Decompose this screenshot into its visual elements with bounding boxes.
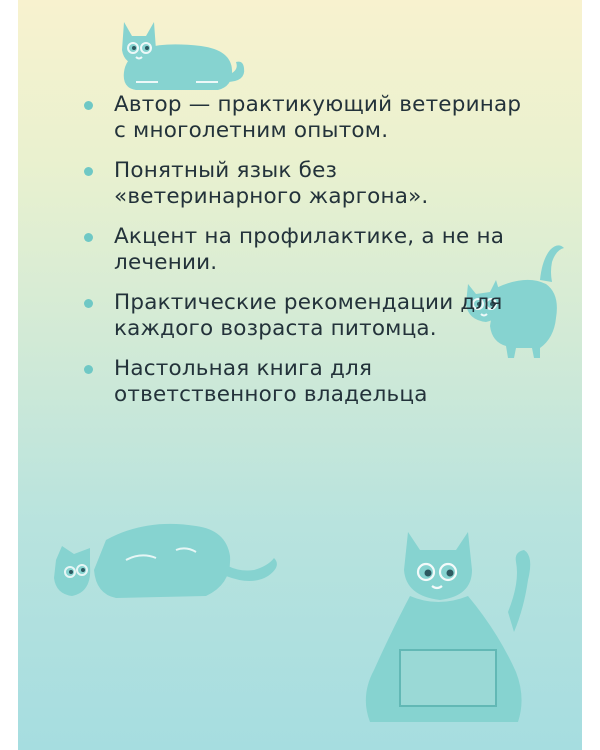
list-item [82, 92, 522, 144]
list-item-text: Практические рекомендации для каждого возраста питомца. [114, 290, 503, 341]
list-item-text: Понятный язык без «ветеринарного жаргона». [114, 158, 429, 209]
bullet-icon [84, 233, 93, 242]
list-item [82, 224, 522, 276]
list-item-text: Акцент на профилактике, а не на лечении. [114, 224, 505, 275]
lying-cat-icon [106, 12, 256, 94]
list-item [82, 158, 522, 210]
features-list [82, 92, 522, 422]
list-item-text: Настольная книга для ответственного владельца [114, 356, 428, 407]
bullet-icon [84, 299, 93, 308]
sitting-cat-icon [348, 522, 548, 732]
bullet-icon [84, 101, 93, 110]
promo-card [18, 0, 582, 750]
bullet-icon [84, 167, 93, 176]
bullet-icon [84, 365, 93, 374]
list-item [82, 290, 522, 342]
list-item [82, 356, 522, 408]
list-item-text: Автор — практикующий ветеринар с многолетним опытом. [114, 92, 522, 143]
sleeping-cat-icon [46, 500, 286, 620]
